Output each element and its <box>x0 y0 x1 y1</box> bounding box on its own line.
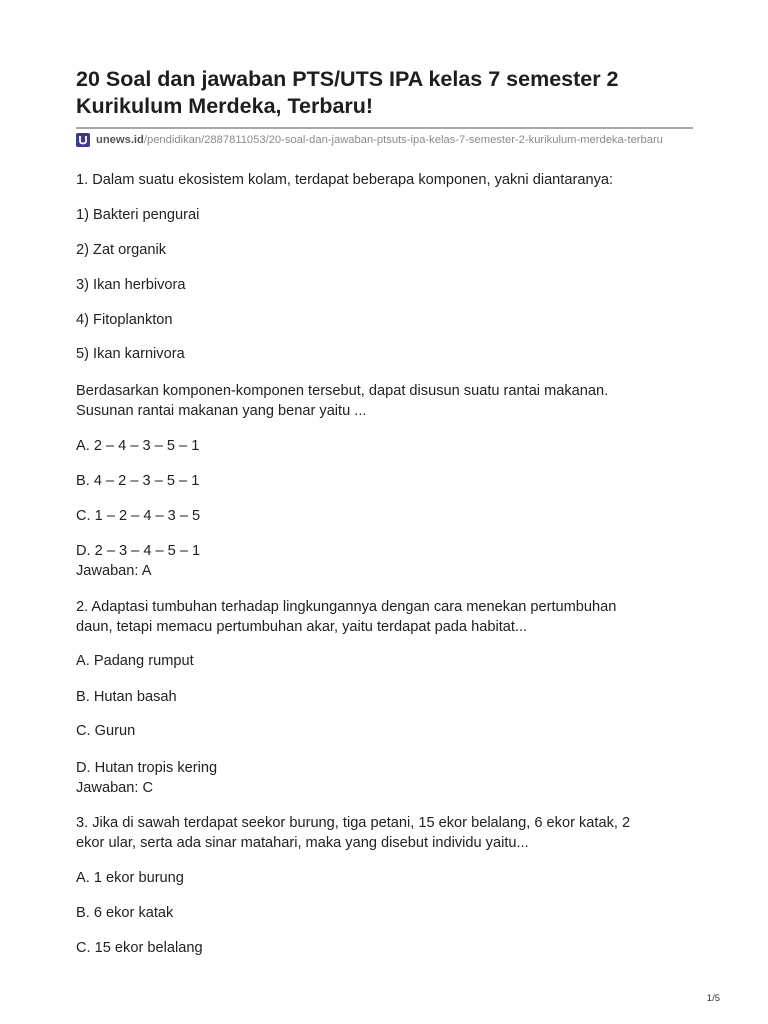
question-2-option-b: B. Hutan basah <box>76 689 177 705</box>
source-path[interactable]: /pendidikan/2887811053/20-soal-dan-jawaban-ptsuts-ipa-kelas-7-semester-2-kurikulum-merdeka-terbaru <box>143 134 663 146</box>
title-line-1: 20 Soal dan jawaban PTS/UTS IPA kelas 7 semester 2 <box>76 67 619 91</box>
question-3-line-1: 3. Jika di sawah terdapat seekor burung, tiga petani, 15 ekor belalang, 6 ekor katak, 2 <box>76 815 631 831</box>
component-4: 4) Fitoplankton <box>76 312 173 328</box>
question-2-option-d: D. Hutan tropis kering <box>76 760 218 776</box>
question-1: 1. Dalam suatu ekosistem kolam, terdapat beberapa komponen, yakni diantaranya: <box>76 172 614 188</box>
question-1-option-d: D. 2 – 3 – 4 – 5 – 1 <box>76 543 201 559</box>
question-3-line-2: ekor ular, serta ada sinar matahari, maka yang disebut individu yaitu... <box>76 835 529 851</box>
component-1: 1) Bakteri pengurai <box>76 207 200 223</box>
question-3-option-c: C. 15 ekor belalang <box>76 940 203 956</box>
question-1-answer: Jawaban: A <box>76 563 152 579</box>
title-divider <box>76 127 693 129</box>
unews-logo-icon <box>76 133 90 147</box>
source-url[interactable] <box>76 131 663 149</box>
component-2: 2) Zat organik <box>76 242 167 258</box>
question-2-line-2: daun, tetapi memacu pertumbuhan akar, yaitu terdapat pada habitat... <box>76 619 528 635</box>
component-3: 3) Ikan herbivora <box>76 277 186 293</box>
question-3-option-a: A. 1 ekor burung <box>76 870 184 886</box>
question-2-line-1: 2. Adaptasi tumbuhan terhadap lingkungannya dengan cara menekan pertumbuhan <box>76 599 617 615</box>
page-title <box>76 66 696 120</box>
title-line-2: Kurikulum Merdeka, Terbaru! <box>76 94 374 118</box>
component-5: 5) Ikan karnivora <box>76 346 185 362</box>
question-2-option-c: C. Gurun <box>76 723 136 739</box>
page-number: 1/5 <box>706 993 720 1004</box>
question-1-prompt-line-2: Susunan rantai makanan yang benar yaitu ... <box>76 403 367 419</box>
question-1-option-c: C. 1 – 2 – 4 – 3 – 5 <box>76 508 201 524</box>
question-2-answer: Jawaban: C <box>76 780 154 796</box>
question-3-option-b: B. 6 ekor katak <box>76 905 174 921</box>
question-1-option-b: B. 4 – 2 – 3 – 5 – 1 <box>76 473 200 489</box>
question-1-prompt-line-1: Berdasarkan komponen-komponen tersebut, dapat disusun suatu rantai makanan. <box>76 383 609 399</box>
question-2-option-a: A. Padang rumput <box>76 653 194 669</box>
source-domain[interactable]: unews.id <box>96 134 144 146</box>
question-1-option-a: A. 2 – 4 – 3 – 5 – 1 <box>76 438 200 454</box>
